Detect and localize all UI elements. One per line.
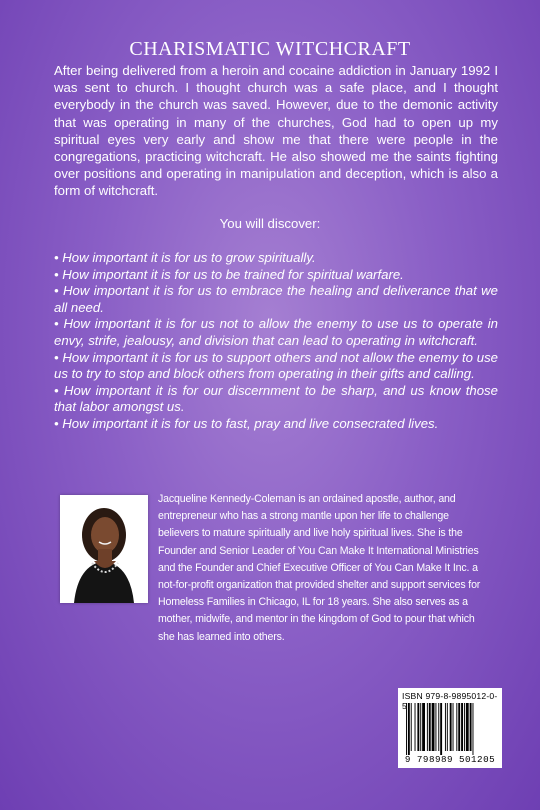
bullet-item: • How important it is for us to grow spiritually. [54, 250, 316, 265]
bullet-item: • How important it is for us to support others and not allow the enemy to use us to try to stop and block others from operating in their gifts and calling. [54, 349, 498, 382]
barcode-bar [456, 703, 457, 751]
author-photo [60, 495, 148, 603]
discover-heading: You will discover: [219, 216, 321, 231]
barcode-bar [450, 703, 452, 751]
barcode-bar [427, 703, 428, 751]
bullet-item: • How important it is for us not to allow the enemy to use us to operate in envy, strife, jealousy, and division that can lead to operating in witchcraft. [54, 316, 498, 348]
isbn-label: ISBN 979-8-9895012-0-5 [402, 691, 498, 711]
barcode-bar [447, 703, 448, 751]
barcode-bar [453, 703, 454, 751]
barcode-bar [411, 703, 412, 751]
author-portrait-image [60, 495, 148, 603]
barcode-bar [415, 703, 416, 751]
barcode-bar [473, 703, 474, 755]
barcode-bar [464, 703, 465, 751]
bullet-list [54, 250, 498, 433]
bullet-item: • How important it is for us to be trained for spiritual warfare. [54, 266, 404, 282]
barcode-bar [406, 703, 407, 755]
bullet-item: • How important it is for us to fast, pray and live consecrated lives. [54, 415, 439, 431]
author-bio: Jacqueline Kennedy-Coleman is an ordained apostle, author, and entrepreneur who has a strong mantle upon her life to challenge believers to mature spiritually and live holy spiritual lives. She is the Founder and Senior Leader of You Can Make It International Ministries and the Founder and Chief Executive Officer of You Can Make It Inc. a not-for-profit organization that provided shelter and support services for Homeless Families in Chicago, IL for 18 years. She also serves as a mother, midwife, and mentor in the kingdom of God to pour that which she has learned into others. [158, 493, 481, 643]
barcode-bar [429, 703, 431, 751]
barcode-bar [461, 703, 463, 751]
barcode-bar [440, 703, 442, 755]
barcode-bar [432, 703, 435, 751]
barcode-bar [420, 703, 421, 751]
barcode-bar [417, 703, 419, 751]
barcode-number: 9 798989 501205 [404, 754, 496, 765]
barcode-bar [470, 703, 472, 751]
barcode-bar [438, 703, 439, 751]
isbn-barcode [398, 688, 502, 768]
bullet-item: • How important it is for our discernment to be sharp, and us know those that labor amongst us. [54, 382, 498, 415]
bullet-item: • How important it is for us to embrace the healing and deliverance that we all need. [54, 283, 498, 315]
barcode-bar [422, 703, 425, 751]
barcode-bar [435, 703, 436, 751]
barcode-bar [445, 703, 446, 751]
barcode-bar [466, 703, 469, 751]
barcode-bar [408, 703, 410, 755]
book-title: CHARISMATIC WITCHCRAFT [129, 38, 411, 60]
intro-paragraph: After being delivered from a heroin and cocaine addiction in January 1992 I was sent to church. I thought church was a safe place, and I thought everybody in the church was saved. However, due to the demonic activity that was operating in many of the churches, God had to open up my spiritual eyes very early and show me that there were people in the congregations, practicing witchcraft. He also showed me the saints fighting over positions and operating in manipulation and deception, which is also a form of witchcraft. [54, 63, 498, 199]
barcode-bars [406, 703, 496, 755]
barcode-bar [458, 703, 460, 751]
